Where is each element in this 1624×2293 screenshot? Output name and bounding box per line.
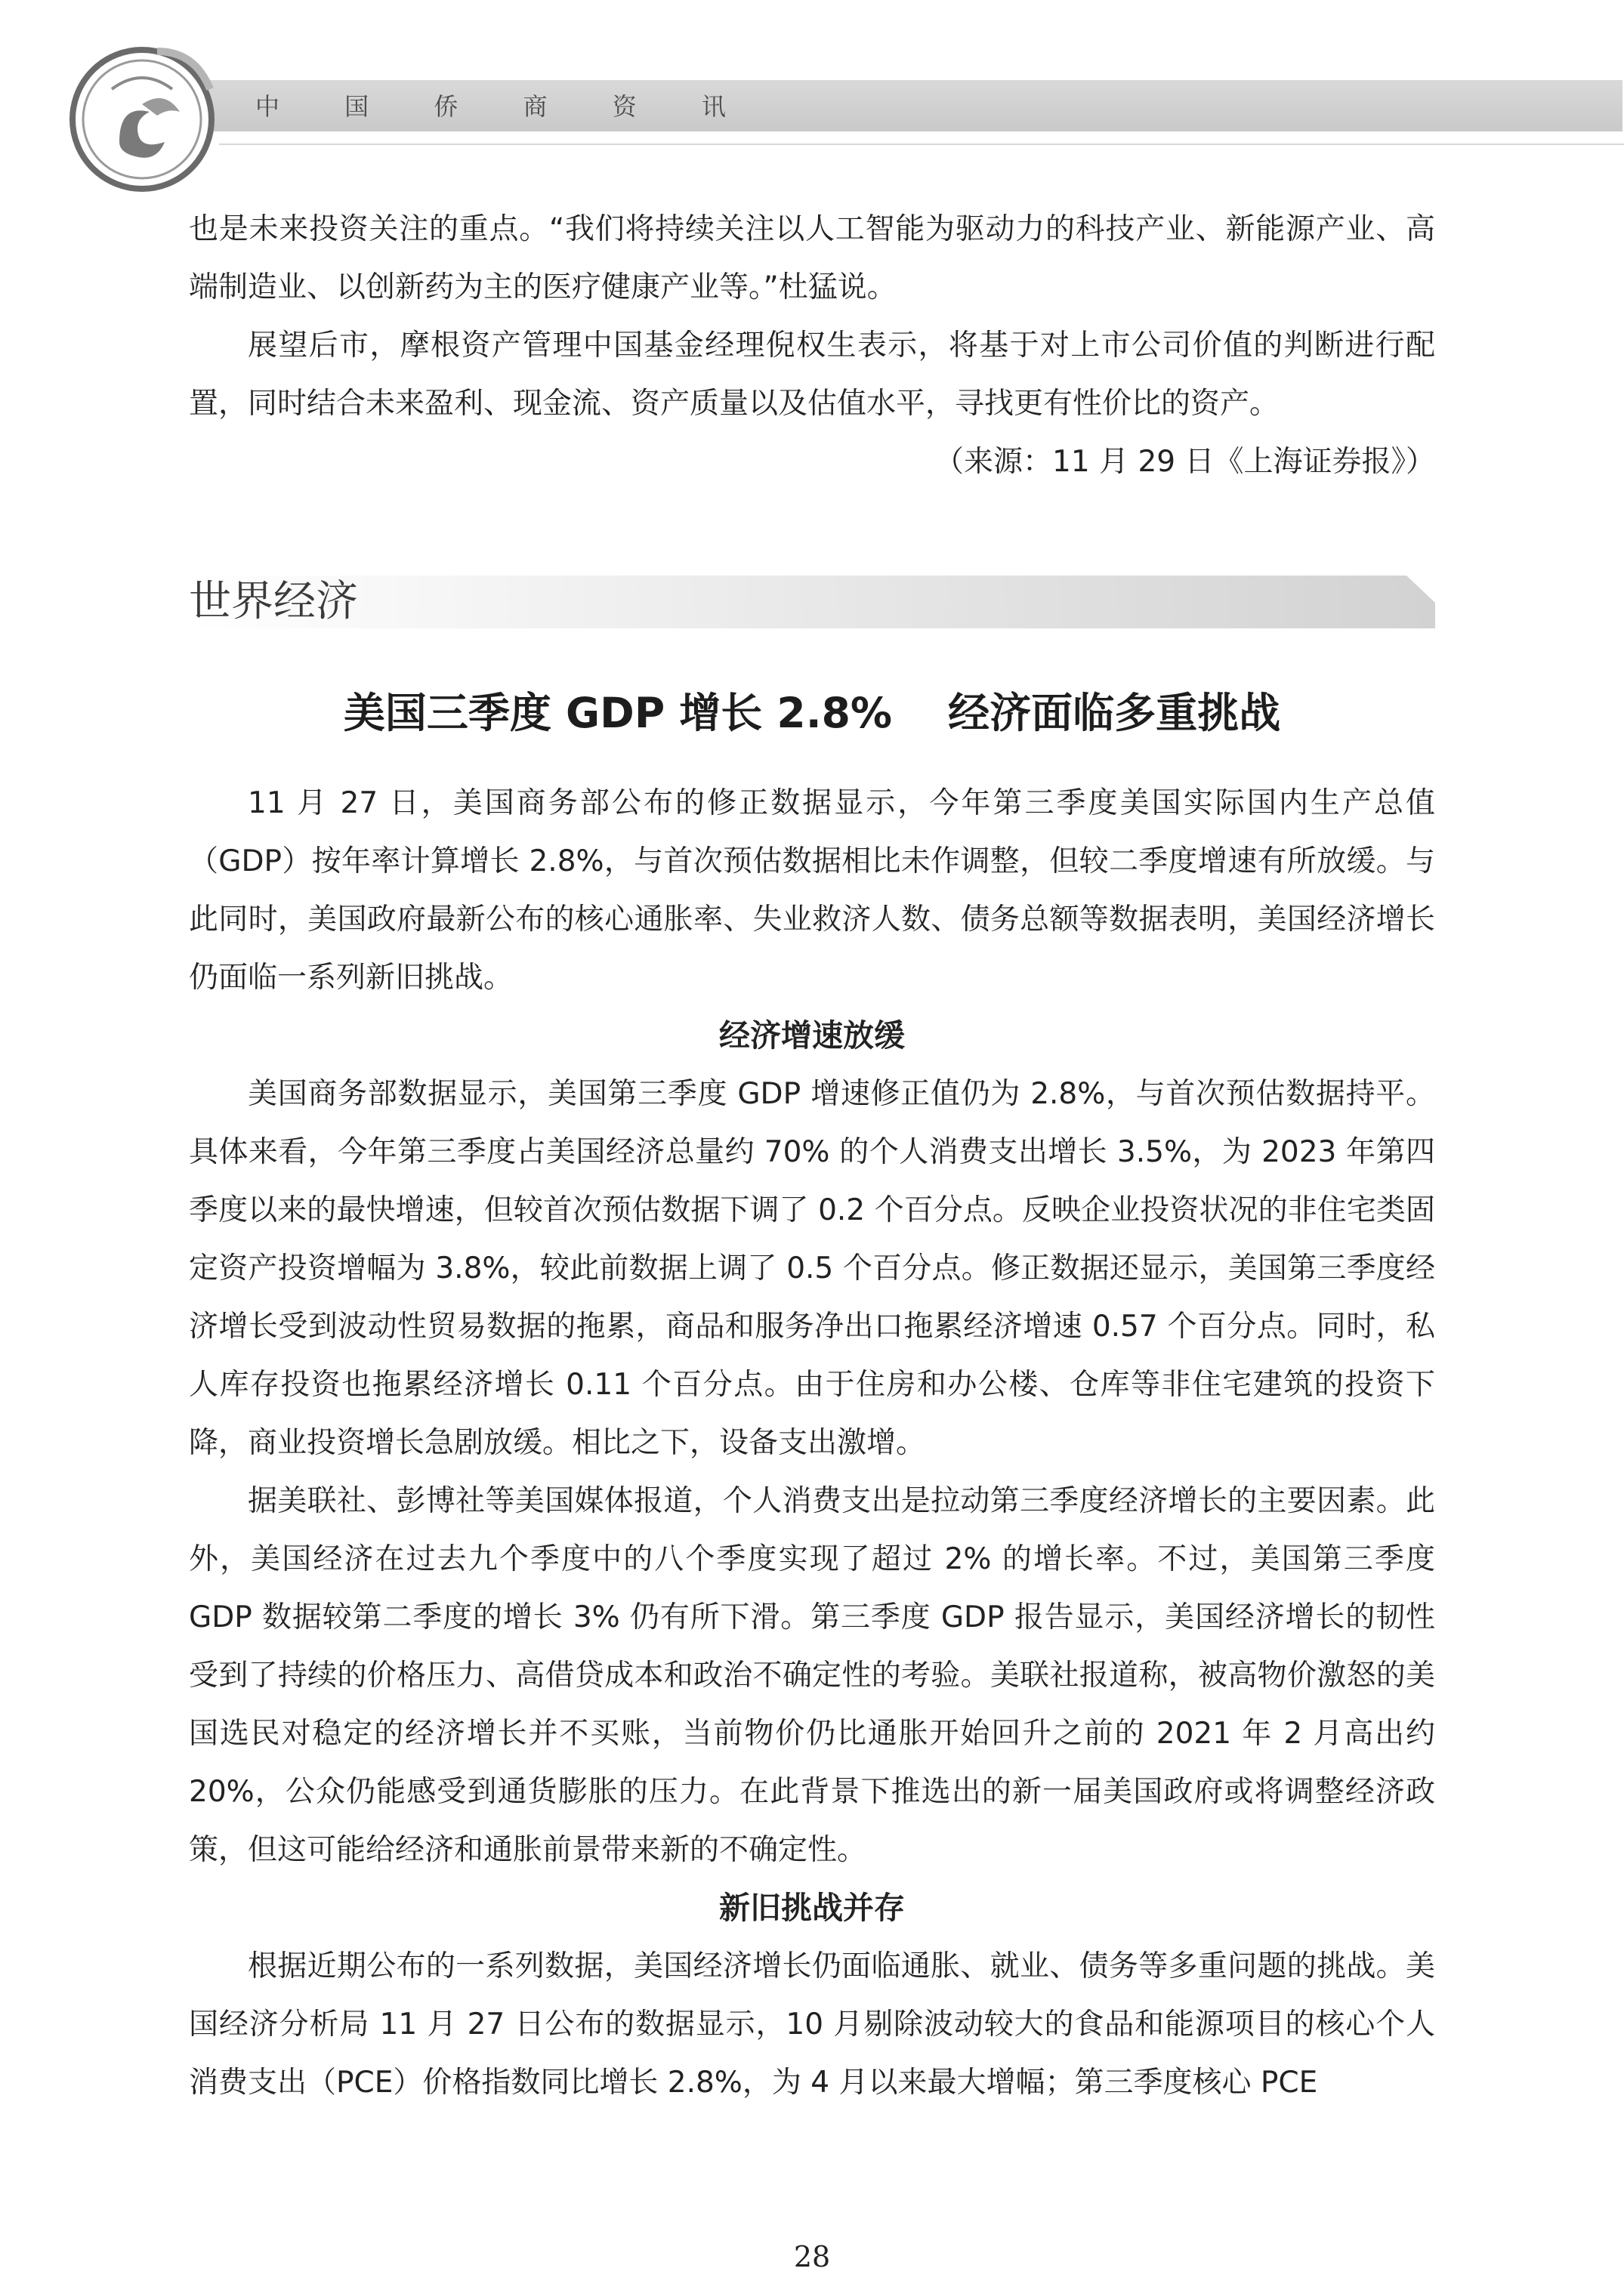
body-paragraph: 展望后市，摩根资产管理中国基金经理倪权生表示，将基于对上市公司价值的判断进行配置，同时结合未来盈利、现金流、资产质量以及估值水平，寻找更有性价比的资产。 — [189, 329, 1435, 421]
article-body — [189, 774, 1435, 2112]
body-paragraph: 根据近期公布的一系列数据，美国经济增长仍面临通胀、就业、债务等多重问题的挑战。美国经济分析局 11 月 27 日公布的数据显示，10 月剔除波动较大的食品和能源项目的核心个人消费支出（PCE）价格指数同比增长 2.8%，为 4 月以来最大增幅；第三季度核心 PCE — [189, 1949, 1435, 2100]
body-paragraph: 美国商务部数据显示，美国第三季度 GDP 增速修正值仍为 2.8%，与首次预估数据持平。具体来看，今年第三季度占美国经济总量约 70% 的个人消费支出增长 3.5%，为 2023 年第四季度以来的最快增速，但较首次预估数据下调了 0.2 个百分点。反映企业投资状况的非住宅类固定资产投资增幅为 3.8%，较此前数据上调了 0.5 个百分点。修正数据还显示，美国第三季度经济增长受到波动性贸易数据的拖累，商品和服务净出口拖累经济增速 0.57 个百分点。同时，私人库存投资也拖累经济增长 0.11 个百分点。由于住房和办公楼、仓库等非住宅建筑的投资下降，商业投资增长急剧放缓。相比之下，设备支出激增。 — [189, 1077, 1435, 1460]
header-title: 中 国 侨 商 资 讯 — [255, 92, 755, 121]
association-logo-icon — [66, 36, 225, 195]
header-divider — [219, 144, 1624, 145]
subheading: 新旧挑战并存 — [719, 1890, 905, 1926]
section-band-shape — [189, 576, 1435, 628]
intro-paragraph: 11 月 27 日，美国商务部公布的修正数据显示，今年第三季度美国实际国内生产总值（GDP）按年率计算增长 2.8%，与首次预估数据相比未作调整，但较二季度增速有所放缓。与此同时，美国政府最新公布的核心通胀率、失业救济人数、债务总额等数据表明，美国经济增长仍面临一系列新旧挑战。 — [189, 786, 1435, 995]
page-number: 28 — [793, 2240, 831, 2273]
article-title: 美国三季度 GDP 增长 2.8% 经济面临多重挑战 — [343, 689, 1281, 737]
section-title: 世界经济 — [189, 577, 358, 626]
source-citation: （来源：11 月 29 日《上海证券报》） — [934, 445, 1435, 479]
subheading: 经济增速放缓 — [719, 1017, 905, 1054]
section-band — [189, 576, 1435, 628]
body-paragraph: 也是未来投资关注的重点。“我们将持续关注以人工智能为驱动力的科技产业、新能源产业、高端制造业、以创新药为主的医疗健康产业等。”杜猛说。 — [189, 212, 1435, 304]
continuation-block — [189, 200, 1435, 491]
body-paragraph: 据美联社、彭博社等美国媒体报道，个人消费支出是拉动第三季度经济增长的主要因素。此外，美国经济在过去九个季度中的八个季度实现了超过 2% 的增长率。不过，美国第三季度 GDP 数据较第二季度的增长 3% 仍有所下滑。第三季度 GDP 报告显示，美国经济增长的韧性受到了持续的价格压力、高借贷成本和政治不确定性的考验。美联社报道称，被高物价激怒的美国选民对稳定的经济增长并不买账，当前物价仍比通胀开始回升之前的 2021 年 2 月高出约 20%，公众仍能感受到通货膨胀的压力。在此背景下推选出的新一届美国政府或将调整经济政策，但这可能给经济和通胀前景带来新的不确定性。 — [189, 1484, 1435, 1867]
